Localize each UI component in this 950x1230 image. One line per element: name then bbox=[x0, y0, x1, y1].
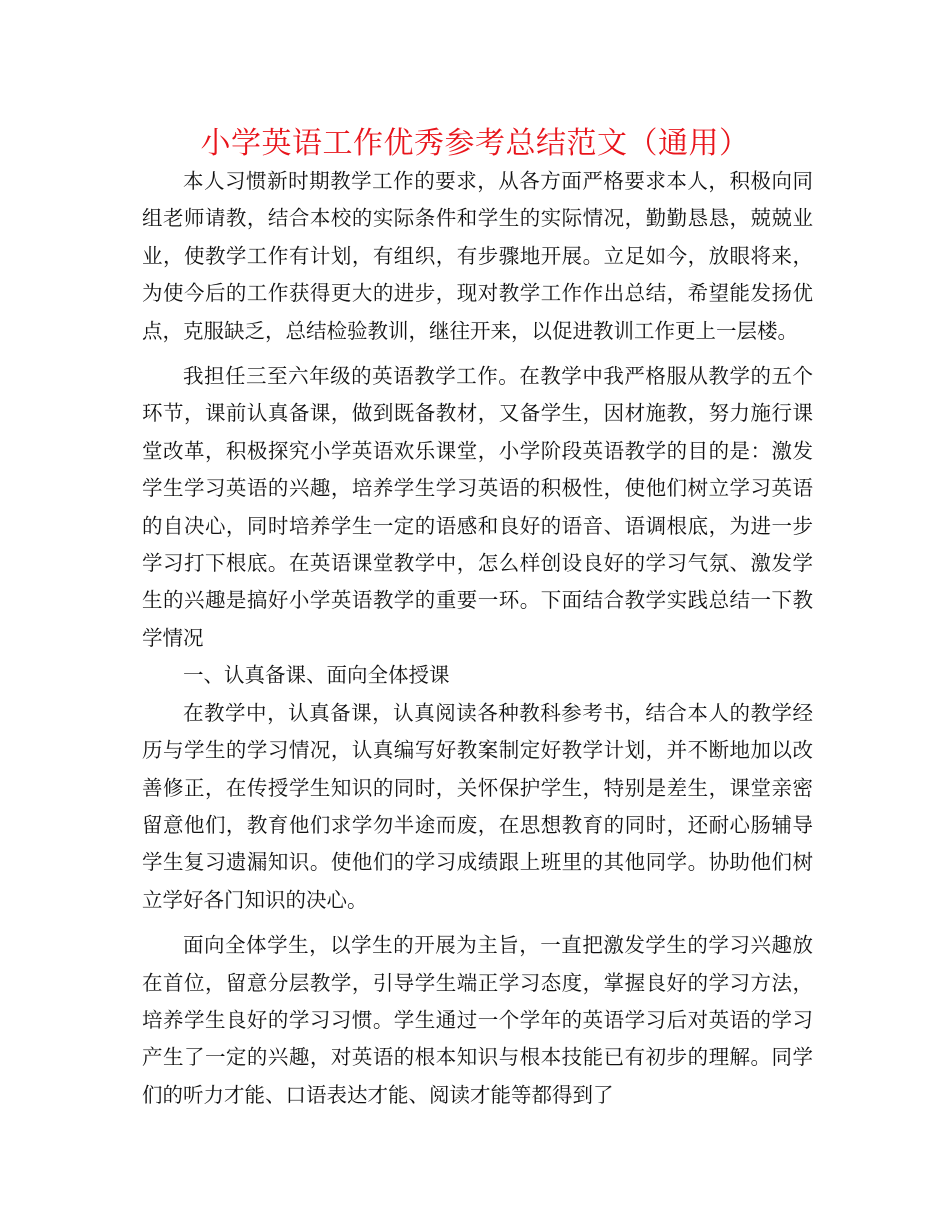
paragraph-intro: 本人习惯新时期教学工作的要求，从各方面严格要求本人，积极向同组老师请教，结合本校的实际条件和学生的实际情况，勤勤恳恳，兢兢业业，使教学工作有计划，有组织，有步骤地开展。立足如今，放眼将来，为使今后的工作获得更大的进步，现对教学工作作出总结，希望能发扬优点，克服缺乏，总结检验教训，继往开来，以促进教训工作更上一层楼。 bbox=[142, 169, 813, 343]
document-title: 小学英语工作优秀参考总结范文（通用） bbox=[200, 126, 750, 161]
paragraph-lesson-prep: 在教学中，认真备课，认真阅读各种教科参考书，结合本人的教学经历与学生的学习情况，认真编写好教案制定好教学计划，并不断地加以改善修正，在传授学生知识的同时，关怀保护学生，特别是差生，课堂亲密留意他们，教育他们求学勿半途而废，在思想教育的同时，还耐心肠辅导学生复习遗漏知识。使他们的学习成绩跟上班里的其他同学。协助他们树立学好各门知识的决心。 bbox=[142, 700, 813, 912]
document-body bbox=[142, 163, 813, 1114]
paragraph-teaching-overview: 我担任三至六年级的英语教学工作。在教学中我严格服从教学的五个环节，课前认真备课，做到既备教材，又备学生，因材施教，努力施行课堂改革，积极探究小学英语欢乐课堂，小学阶段英语教学的目的是：激发学生学习英语的兴趣，培养学生学习英语的积极性，使他们树立学习英语的自决心，同时培养学生一定的语感和良好的语音、语调根底，为进一步学习打下根底。在英语课堂教学中，怎么样创设良好的学习气氛、激发学生的兴趣是搞好小学英语教学的重要一环。下面结合教学实践总结一下教学情况 bbox=[142, 364, 813, 650]
paragraph-all-students: 面向全体学生，以学生的开展为主旨，一直把激发学生的学习兴趣放在首位，留意分层教学，引导学生端正学习态度，掌握良好的学习方法，培养学生良好的学习习惯。学生通过一个学年的英语学习后对英语的学习产生了一定的兴趣，对英语的根本知识与根本技能已有初步的理解。同学们的听力才能、口语表达才能、阅读才能等都得到了 bbox=[142, 933, 813, 1107]
section-heading-1: 一、认真备课、面向全体授课 bbox=[183, 663, 450, 688]
